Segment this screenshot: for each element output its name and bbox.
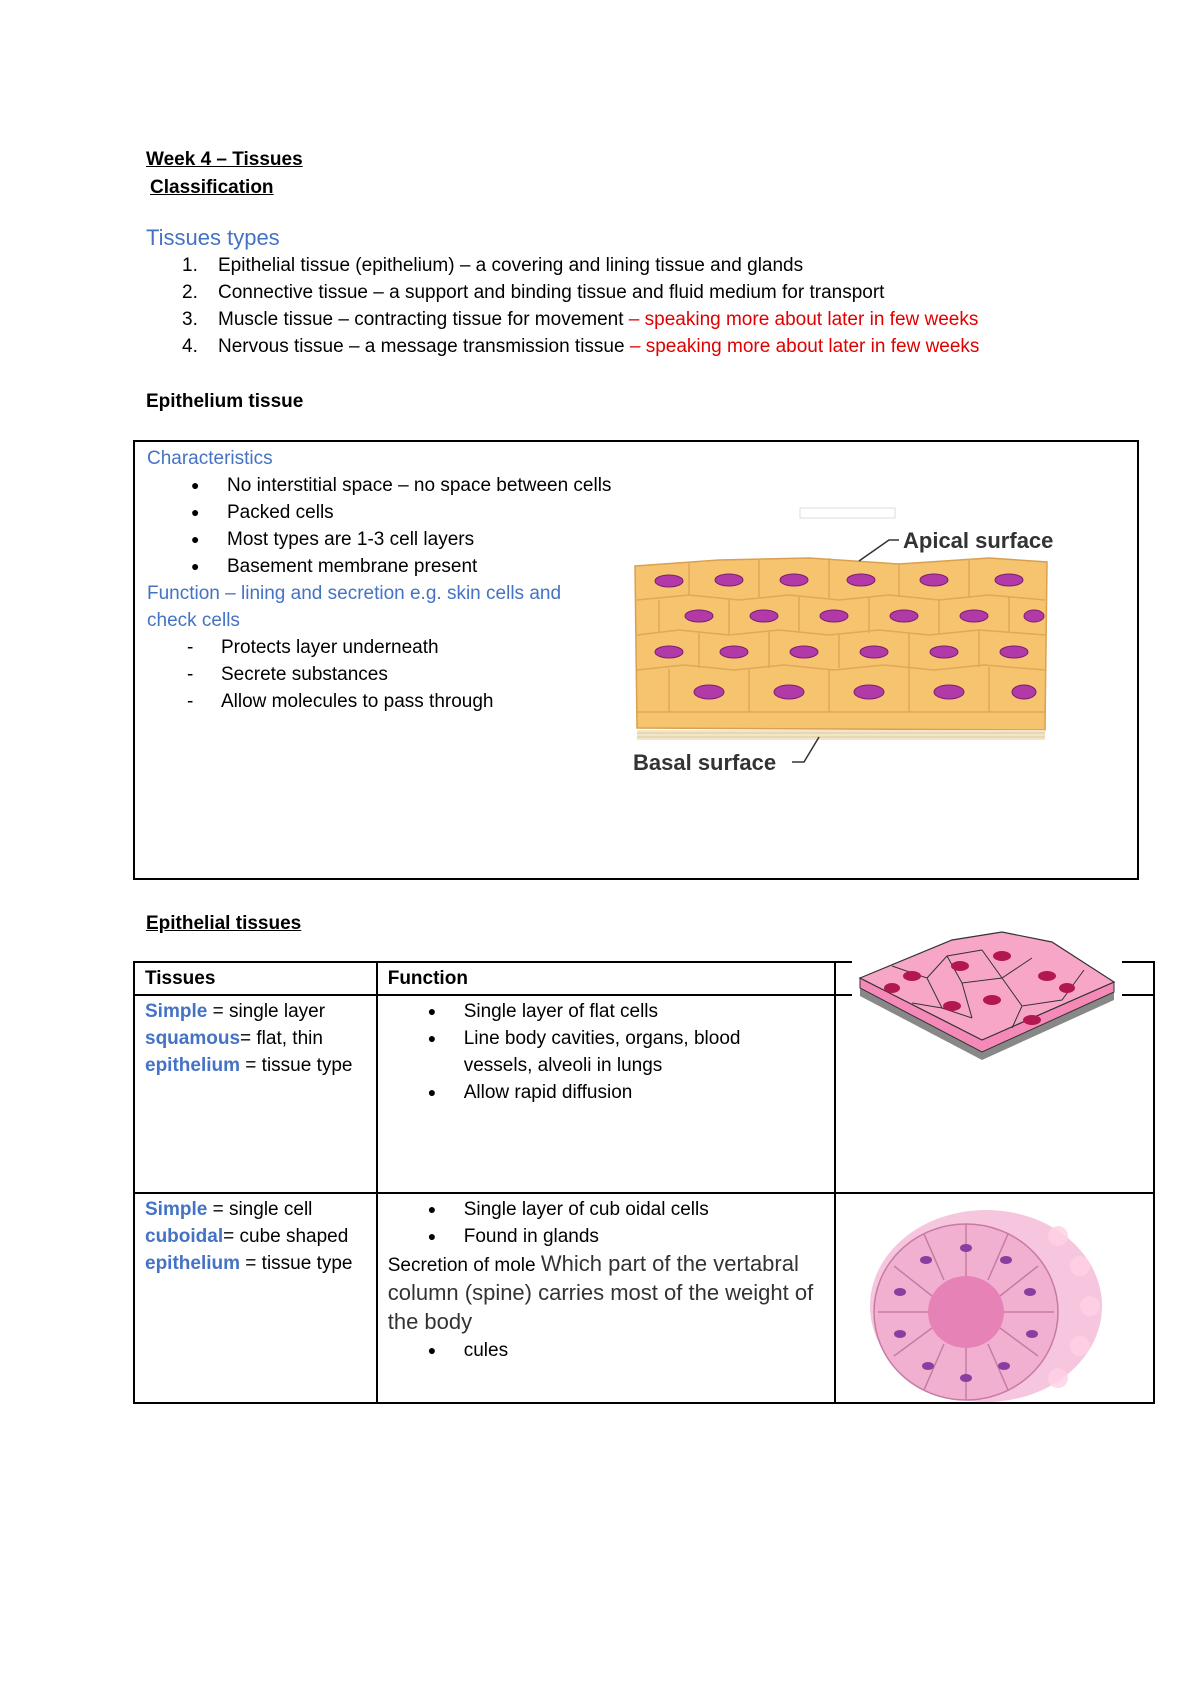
cuboidal-epithelium-image (858, 1206, 1108, 1406)
characteristic-item: ● No interstitial space – no space between cells (227, 472, 707, 499)
squamous-epithelium-image (852, 928, 1122, 1078)
function-bullet: ● Single layer of cub oidal cells (464, 1196, 825, 1223)
function-bullet-cont: vessels, alveoli in lungs (463, 1055, 663, 1076)
function-item: - Secrete substances (221, 661, 707, 688)
basal-surface-label: Basal surface (633, 750, 777, 770)
list-item-number: 2. (182, 282, 198, 303)
function-bullet: ● Found in glands (464, 1223, 825, 1250)
apical-surface-label: Apical surface (903, 528, 1054, 553)
function-bullet: ● cules (464, 1337, 825, 1364)
function-bullet: ● Line body cavities, organs, blood (464, 1025, 825, 1052)
function-item: - Protects layer underneath (221, 634, 707, 661)
characteristics-box (133, 440, 1139, 880)
characteristic-item: ● Packed cells (227, 499, 707, 526)
function-bullet: ● Allow rapid diffusion (464, 1079, 825, 1106)
tissue-type-item: Epithelial tissue (epithelium) – a covering and lining tissue and glands (218, 255, 804, 276)
epithelium-diagram (629, 500, 1129, 770)
tissue-type-item: Muscle tissue – contracting tissue for movement – speaking more about later in few weeks (218, 309, 979, 330)
list-item-number: 1. (182, 255, 198, 276)
function-label-cont: check cells (147, 610, 240, 631)
tissue-description: Simple = single layer squamous= flat, thin epithelium = tissue type (145, 1001, 353, 1076)
tissue-types-heading: Tissues types (146, 225, 280, 250)
header-tissues: Tissues (145, 968, 216, 989)
list-item-number: 4. (182, 336, 198, 357)
epithelial-tissues-heading: Epithelial tissues (146, 913, 302, 934)
characteristic-item: ● Most types are 1-3 cell layers (227, 526, 707, 553)
week-title: Week 4 – Tissues (146, 149, 303, 170)
list-item-number: 3. (182, 309, 198, 330)
tissue-description: Simple = single cell cuboidal= cube shaped epithelium = tissue type (145, 1199, 353, 1274)
header-function: Function (387, 968, 468, 989)
characteristic-item: ● Basement membrane present (227, 553, 707, 580)
function-bullet: ● Single layer of flat cells (464, 998, 825, 1025)
function-label: Function – lining and secretion e.g. skin cells and (147, 583, 562, 604)
classification-heading: Classification (150, 177, 274, 198)
characteristics-label: Characteristics (147, 448, 273, 469)
tissue-type-item: Connective tissue – a support and binding tissue and fluid medium for transport (218, 282, 885, 303)
epithelium-tissue-heading: Epithelium tissue (146, 391, 304, 412)
secretion-text: Secretion of mole Which part of the vertabral column (spine) carries most of the weight of the body (387, 1251, 814, 1334)
function-item: - Allow molecules to pass through (221, 688, 707, 715)
tissue-type-item: Nervous tissue – a message transmission tissue – speaking more about later in few weeks (218, 336, 980, 357)
